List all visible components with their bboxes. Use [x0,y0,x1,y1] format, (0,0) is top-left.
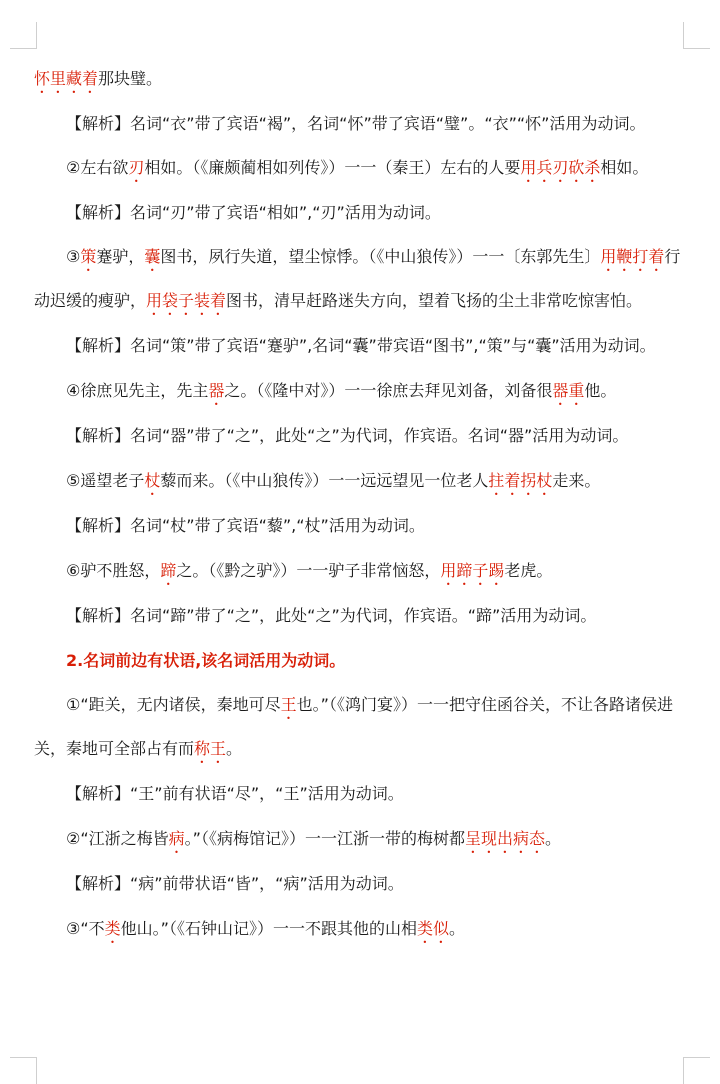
paragraph [34,458,688,503]
text-segment: 走来。 [552,471,601,490]
text-segment: 【解析】名词“衣”带了宾语“褐”，名词“怀”带了宾语“璧”。“衣”“怀”活用为动词。 [66,114,646,133]
text-segment: 相如。 [600,158,649,177]
paragraph [34,101,688,146]
text-segment: 。 [226,739,243,758]
text-segment: 之。（《黔之驴》）一一驴子非常恼怒， [176,561,441,580]
paragraph [34,593,688,638]
crop-mark-bottom-left [10,1057,37,1084]
text-segment: ⑥驴不胜怒， [66,561,161,580]
text-segment: ②左右欲 [66,158,129,177]
text-segment: 行动迟缓的瘦驴， [34,247,681,310]
text-segment: 相如。（《廉颇蔺相如列传》）一一（秦王）左右的人要 [144,158,521,177]
text-segment: 。 [448,919,465,938]
text-segment: ③ [66,247,81,266]
highlighted-term: 类似 [416,919,449,938]
crop-mark-top-right [683,22,710,49]
highlighted-term: 怀里藏着 [34,69,99,88]
crop-mark-top-left [10,22,37,49]
text-segment: 【解析】名词“器”带了“之”，此处“之”为代词，作宾语。名词“器”活用为动词。 [66,426,629,445]
highlighted-term: 用袋子装着 [146,291,227,310]
text-segment: 2.名词前边有状语,该名词活用为动词。 [66,651,346,670]
text-segment: ③“不 [66,919,105,938]
text-segment: ⑤遥望老子 [66,471,145,490]
paragraph [34,861,688,906]
text-segment: 【解析】名词“蹄”带了“之”，此处“之”为代词，作宾语。“蹄”活用为动词。 [66,606,597,625]
highlighted-term: 器 [208,381,225,400]
highlighted-term: 囊 [144,247,161,266]
highlighted-term: 用鞭打着 [600,247,665,266]
text-segment: 【解析】“王”前有状语“尽”，“王”活用为动词。 [66,784,404,803]
paragraph [34,323,688,368]
text-segment: ④徐庶见先主，先主 [66,381,209,400]
highlighted-term: 用蹄子踢 [440,561,505,580]
text-segment: 图书，清早赶路迷失方向，望着飞扬的尘土非常吃惊害怕。 [226,291,643,310]
text-segment: 。 [544,829,561,848]
highlighted-term: 呈现出病态 [464,829,545,848]
highlighted-term: 用兵刃砍杀 [520,158,601,177]
text-segment: 【解析】名词“杖”带了宾语“藜”,“杖”活用为动词。 [66,516,425,535]
highlighted-term: 策 [80,247,97,266]
paragraph [34,683,688,771]
text-segment: 。”（《病梅馆记》）一一江浙一带的梅树都 [184,829,465,848]
highlighted-term: 王 [280,695,297,714]
crop-mark-bottom-right [683,1057,710,1084]
highlighted-term: 称王 [194,739,227,758]
highlighted-term: 刃 [128,158,145,177]
text-segment: 他山。”（《石钟山记》）一一不跟其他的山相 [120,919,417,938]
highlighted-term: 拄着拐杖 [488,471,553,490]
paragraph [34,771,688,816]
highlighted-term: 杖 [144,471,161,490]
paragraph [34,235,688,323]
text-segment: 也。”（《鸿门宴》）一一把守住函谷关，不让各路诸侯进关，秦地可全部占有而 [34,695,673,758]
paragraph [34,368,688,413]
highlighted-term: 类 [104,919,121,938]
paragraph [34,816,688,861]
paragraph [34,548,688,593]
text-segment: 【解析】“病”前带状语“皆”，“病”活用为动词。 [66,874,404,893]
paragraph [34,190,688,235]
document-page [34,56,688,951]
paragraph [34,413,688,458]
text-segment: 老虎。 [504,561,553,580]
section-heading [34,638,688,683]
text-segment: ②“江浙之梅皆 [66,829,169,848]
text-segment: 那块璧。 [98,69,163,88]
text-segment: 他。 [584,381,617,400]
text-segment: 蹇驴， [96,247,145,266]
highlighted-term: 蹄 [160,561,177,580]
paragraph [34,146,688,190]
text-segment: 图书，夙行失道，望尘惊悸。（《中山狼传》）一一〔东郭先生〕 [160,247,601,266]
highlighted-term: 器重 [552,381,585,400]
paragraph [34,56,688,101]
highlighted-term: 病 [168,829,185,848]
text-segment: ①“距关，无内诸侯，秦地可尽 [66,695,281,714]
text-segment: 【解析】名词“刃”带了宾语“相如”,“刃”活用为动词。 [66,203,441,222]
paragraph [34,503,688,548]
text-segment: 藜而来。（《中山狼传》）一一远远望见一位老人 [160,471,489,490]
paragraph [34,906,688,951]
text-segment: 【解析】名词“策”带了宾语“蹇驴”,名词“囊”带宾语“图书”,“策”与“囊”活用为动词。 [66,336,656,355]
text-segment: 之。（《隆中对》）一一徐庶去拜见刘备，刘备很 [224,381,553,400]
